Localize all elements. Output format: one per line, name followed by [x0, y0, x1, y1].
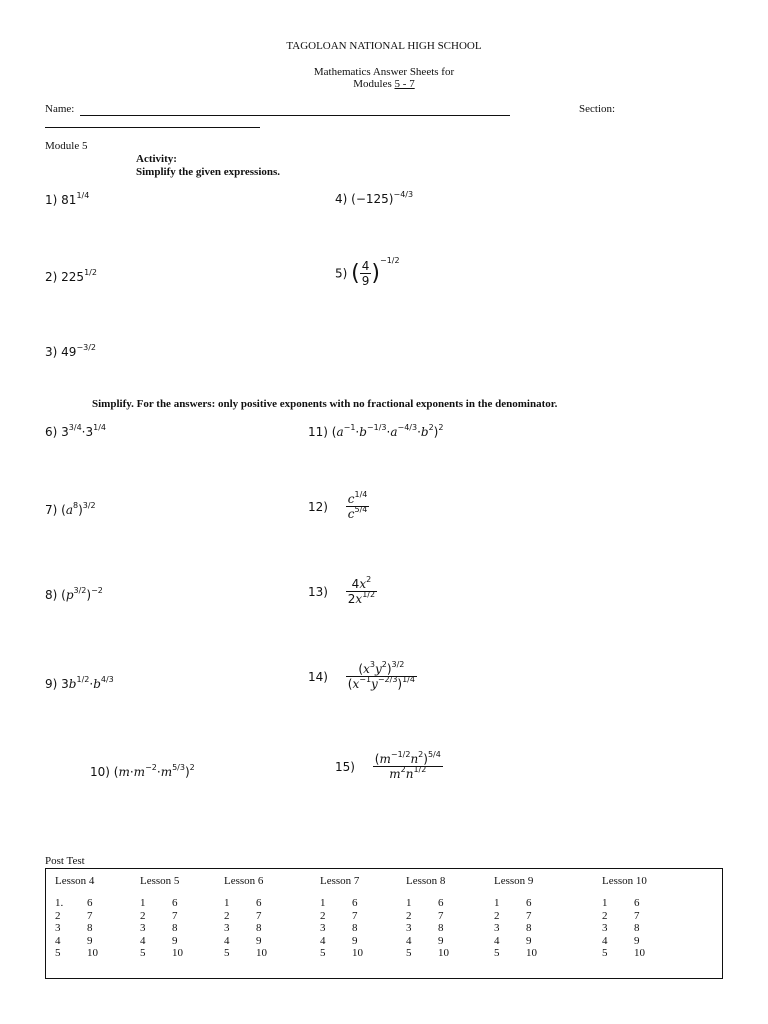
item-number: 5	[602, 947, 608, 959]
item-number: 7	[256, 909, 262, 922]
item-number: 8	[352, 922, 358, 934]
lesson-column	[224, 875, 314, 960]
exponent: 2	[366, 575, 372, 584]
problem-13	[308, 577, 377, 606]
exponent: 8	[72, 501, 79, 510]
exponent: 3/4	[68, 423, 82, 432]
item-number: 6	[634, 897, 640, 909]
numerator: 4	[361, 259, 370, 273]
exponent: 5/3	[172, 763, 185, 772]
lesson-header: Lesson 6	[224, 875, 264, 887]
variable: c	[347, 492, 355, 506]
answer-row	[320, 897, 410, 910]
name-label: Name:	[45, 103, 75, 115]
answer-row	[494, 922, 584, 935]
answer-row	[140, 897, 230, 910]
exponent: 1/4	[76, 191, 90, 200]
outer-exponent: 3/2	[82, 501, 96, 510]
item-number: 2	[602, 909, 608, 922]
item-number: 6	[256, 897, 262, 909]
problem-9: 9) $3b^{1/2}\cdot b^{4/3}$	[45, 675, 114, 691]
item-number: 9	[352, 934, 358, 947]
section-label: Section:	[579, 103, 616, 115]
lesson-header: Lesson 8	[406, 875, 446, 887]
exponent: −3/2	[76, 343, 97, 352]
item-number: 7	[634, 909, 640, 922]
item-number: 7	[438, 909, 444, 922]
answer-row	[602, 910, 692, 923]
outer-exponent: 2	[438, 423, 444, 432]
item-number: 7	[352, 909, 358, 922]
item-number: 9	[172, 934, 178, 947]
problem-5	[335, 256, 400, 288]
answer-row	[224, 897, 314, 910]
lesson-column	[602, 875, 692, 960]
variable: n	[405, 767, 414, 781]
item-number: 6	[352, 897, 358, 909]
problem-15	[335, 752, 443, 781]
answer-row	[224, 947, 314, 960]
exponent: −1	[343, 423, 356, 432]
item-number: 3	[224, 922, 230, 934]
variable: n	[410, 752, 419, 766]
item-number: 4	[224, 934, 230, 947]
lesson-column	[140, 875, 230, 960]
problem-number: 11)	[308, 425, 328, 439]
item-number: 9	[256, 934, 262, 947]
problem-6: 6) $3^{3/4}\cdot 3^{1/4}$	[45, 423, 107, 439]
answer-row	[55, 910, 145, 923]
item-number: 3	[494, 922, 500, 934]
problem-number: 13)	[308, 584, 328, 599]
variable: b	[359, 425, 367, 439]
exponent: 2	[428, 423, 434, 432]
problem-number: 14)	[308, 669, 328, 684]
lesson-header: Lesson 5	[140, 875, 180, 887]
problem-number: 15)	[335, 759, 355, 774]
variable: x	[363, 662, 370, 676]
lesson-column	[320, 875, 410, 960]
variable: m	[118, 765, 130, 779]
item-number: 5	[224, 947, 230, 959]
coefficient: 4	[351, 577, 360, 591]
item-number: 10	[172, 947, 183, 959]
problem-14	[308, 662, 417, 691]
lesson-header: Lesson 4	[55, 875, 95, 887]
problem-number: 4)	[335, 192, 348, 206]
answer-row	[224, 922, 314, 935]
problem-10: 10) $(m\cdot m^{-2}\cdot m^{5/3})^2$	[90, 763, 195, 779]
problem-number: 3)	[45, 345, 58, 359]
variable: a	[390, 425, 398, 439]
variable: x	[352, 677, 360, 691]
problem-number: 10)	[90, 765, 110, 779]
exponent: 5/4	[354, 505, 368, 514]
problem-7: 7) $(a^8)^{3/2}$	[45, 501, 96, 517]
item-number: 5	[320, 947, 326, 959]
exponent: −1/2	[390, 750, 411, 759]
item-number: 8	[256, 922, 262, 934]
answer-row	[55, 922, 145, 935]
item-number: 1	[494, 897, 500, 909]
problem-number: 9)	[45, 677, 58, 691]
variable: x	[359, 577, 367, 591]
item-number: 5	[140, 947, 146, 959]
outer-exponent: 3/2	[391, 660, 405, 669]
answer-row	[602, 922, 692, 935]
outer-exponent: 1/4	[402, 675, 415, 684]
lesson-header: Lesson 7	[320, 875, 360, 887]
item-number: 1	[406, 897, 412, 909]
exponent: −2/3	[377, 675, 398, 684]
answer-row	[55, 947, 145, 960]
problem-number: 7)	[45, 503, 58, 517]
coefficient: 3	[61, 677, 69, 691]
answer-row	[140, 947, 230, 960]
exponent: 1/2	[413, 765, 427, 774]
exponent: 1/2	[84, 268, 97, 277]
variable: m	[389, 767, 401, 781]
exponent: 1/2	[362, 590, 376, 599]
outer-exponent: 5/4	[427, 750, 441, 759]
item-number: 5	[55, 947, 61, 959]
answer-row	[140, 910, 230, 923]
item-number: 1	[224, 897, 230, 909]
lesson-column	[55, 875, 145, 960]
item-number: 3	[602, 922, 608, 934]
item-number: 5	[494, 947, 500, 959]
problem-1	[45, 193, 89, 207]
variable: b	[68, 677, 77, 691]
item-number: 2	[55, 909, 61, 922]
item-number: 9	[438, 934, 444, 947]
variable: a	[336, 425, 344, 439]
answer-row	[55, 897, 145, 910]
item-number: 1	[140, 897, 146, 909]
coefficient: 2	[347, 592, 356, 606]
variable: m	[379, 752, 391, 766]
answer-row	[320, 910, 410, 923]
base: 49	[61, 345, 77, 359]
item-number: 7	[87, 909, 93, 922]
base: 3	[61, 425, 69, 439]
item-number: 2	[320, 909, 326, 922]
exponent: 2	[400, 765, 406, 774]
item-number: 2	[494, 909, 500, 922]
sheet-subtitle: Mathematics Answer Sheets for	[313, 66, 455, 78]
answer-row	[602, 947, 692, 960]
answer-row	[140, 935, 230, 948]
variable: c	[347, 507, 355, 521]
answer-row	[406, 897, 496, 910]
answer-row	[602, 897, 692, 910]
variable: y	[371, 677, 378, 691]
exponent: −2	[145, 763, 157, 772]
item-number: 3	[140, 922, 146, 934]
item-number: 10	[352, 947, 363, 959]
exponent: 1/4	[93, 423, 107, 432]
exponent: 3/2	[73, 586, 87, 595]
outer-exponent: −2	[91, 586, 103, 595]
item-number: 5	[406, 947, 412, 959]
item-number: 3	[55, 922, 61, 934]
activity-label: Activity:	[136, 153, 177, 165]
answer-row	[55, 935, 145, 948]
base: 81	[61, 193, 77, 207]
outer-exponent: 2	[189, 763, 195, 772]
variable: b	[420, 425, 429, 439]
item-number: 10	[256, 947, 267, 959]
name-field-line[interactable]	[80, 115, 510, 116]
item-number: 3	[406, 922, 412, 934]
item-number: 9	[526, 934, 532, 947]
exponent: −1	[359, 675, 372, 684]
item-number: 4	[140, 934, 146, 947]
problem-3	[45, 345, 96, 359]
lesson-header: Lesson 10	[602, 875, 647, 887]
answer-row	[494, 910, 584, 923]
close-paren: )	[371, 261, 380, 286]
lesson-header: Lesson 9	[494, 875, 534, 887]
answer-row	[140, 922, 230, 935]
problem-12	[308, 492, 369, 521]
answer-row	[406, 947, 496, 960]
item-number: 9	[634, 934, 640, 947]
fraction: $\frac{(m^{-1/2}n^2)^{5/4}}{m^2n^{1/2}}$	[374, 750, 441, 781]
item-number: 7	[526, 909, 532, 922]
item-number: 6	[526, 897, 532, 909]
problem-4	[335, 192, 413, 206]
modules-range: 5 - 7	[394, 78, 415, 90]
item-number: 8	[87, 922, 93, 934]
exponent: 3	[369, 660, 375, 669]
exponent: 1/4	[354, 490, 368, 499]
fraction: $\frac{(x^3y^2)^{3/2}}{(x^{-1}y^{-2/3})^{1/4}}$	[347, 660, 415, 691]
lesson-column	[494, 875, 584, 960]
problem-2	[45, 270, 97, 284]
item-number: 4	[55, 934, 61, 947]
school-name: TAGOLOAN NATIONAL HIGH SCHOOL	[286, 40, 482, 52]
problem-number: 5)	[335, 266, 348, 281]
variable: y	[374, 662, 382, 676]
exponent: 2	[418, 750, 424, 759]
exponent: −4/3	[393, 190, 414, 199]
item-number: 8	[438, 922, 444, 934]
problem-8: 8) $(p^{3/2})^{-2}$	[45, 586, 103, 602]
answer-row	[320, 922, 410, 935]
item-number: 1	[602, 897, 608, 909]
item-number: 4	[320, 934, 326, 947]
exponent: 4/3	[100, 675, 114, 684]
variable: m	[160, 765, 173, 779]
post-test-title: Post Test	[45, 855, 85, 867]
exponent: −4/3	[397, 423, 418, 432]
item-number: 6	[172, 897, 178, 909]
item-number: 6	[438, 897, 444, 909]
post-test-table	[45, 868, 723, 979]
item-number: 10	[438, 947, 449, 959]
item-number: 2	[224, 909, 230, 922]
item-number: 10	[634, 947, 645, 959]
variable: x	[355, 592, 363, 606]
answer-row	[406, 910, 496, 923]
answer-row	[224, 935, 314, 948]
simplify-instruction: Simplify. For the answers: only positive exponents with no fractional exponents in the denominator.	[92, 398, 558, 410]
item-number: 7	[172, 909, 178, 922]
item-number: 4	[494, 934, 500, 947]
fraction	[346, 492, 370, 521]
modules-line	[0, 78, 768, 90]
modules-prefix: Modules	[353, 78, 395, 90]
base: (−125)	[351, 192, 394, 206]
item-number: 1.	[55, 897, 64, 909]
item-number: 10	[526, 947, 537, 959]
answer-row	[406, 922, 496, 935]
fraction	[346, 577, 377, 606]
denominator: 9	[361, 274, 370, 288]
exponent: −1/2	[379, 256, 400, 265]
item-number: 4	[406, 934, 412, 947]
problem-number: 6)	[45, 425, 58, 439]
item-number: 8	[172, 922, 178, 934]
item-number: 8	[634, 922, 640, 934]
item-number: 6	[87, 897, 93, 909]
lesson-column	[406, 875, 496, 960]
answer-row	[320, 935, 410, 948]
answer-row	[406, 935, 496, 948]
exponent: 2	[381, 660, 387, 669]
item-number: 8	[526, 922, 532, 934]
problem-11: 11) $(a^{-1}\cdot b^{-1/3}\cdot a^{-4/3}\cdot b^2)^2$	[308, 423, 444, 439]
variable: p	[65, 588, 74, 602]
open-paren: (	[351, 261, 360, 286]
item-number: 4	[602, 934, 608, 947]
answer-row	[320, 947, 410, 960]
variable: b	[93, 677, 101, 691]
module-title: Module 5	[45, 140, 88, 152]
item-number: 1	[320, 897, 326, 909]
variable: a	[65, 503, 73, 517]
section-field-line[interactable]	[45, 127, 260, 128]
answer-row	[494, 897, 584, 910]
activity-instruction: Simplify the given expressions.	[136, 166, 281, 178]
exponent: 1/2	[76, 675, 90, 684]
base: 225	[61, 270, 85, 284]
exponent: −1/3	[366, 423, 387, 432]
item-number: 2	[406, 909, 412, 922]
item-number: 10	[87, 947, 98, 959]
answer-row	[224, 910, 314, 923]
base: 3	[85, 425, 94, 439]
problem-number: 1)	[45, 193, 58, 207]
item-number: 9	[87, 934, 93, 947]
item-number: 3	[320, 922, 326, 934]
problem-number: 12)	[308, 499, 328, 514]
problem-number: 2)	[45, 270, 58, 284]
fraction	[360, 259, 372, 288]
problem-number: 8)	[45, 588, 58, 602]
answer-row	[494, 935, 584, 948]
item-number: 2	[140, 909, 146, 922]
answer-row	[602, 935, 692, 948]
answer-row	[494, 947, 584, 960]
variable: m	[133, 765, 146, 779]
